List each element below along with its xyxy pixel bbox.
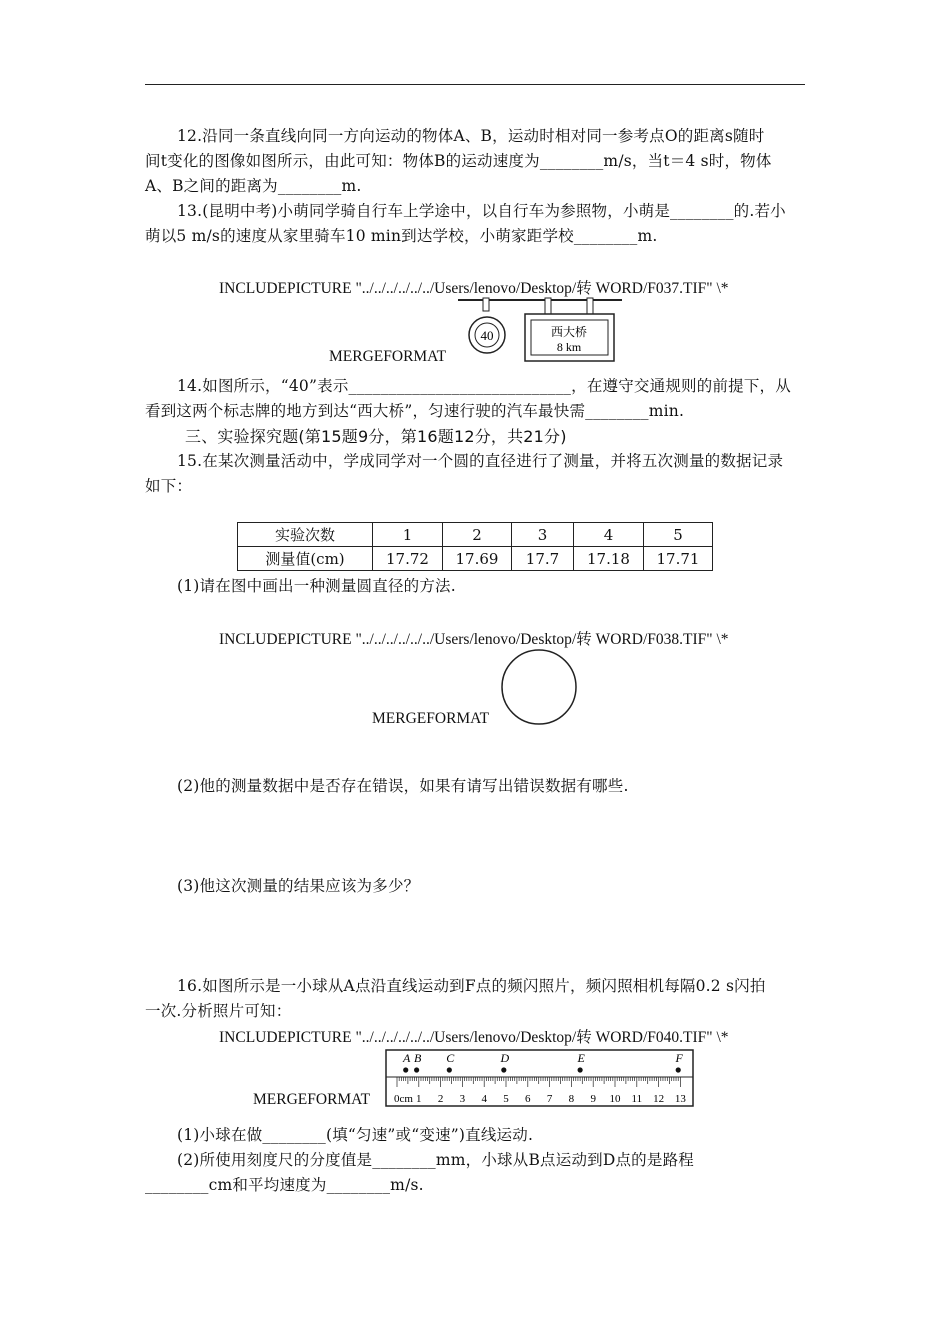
q16-sub-2-line-2: ________cm和平均速度为________m/s. (145, 1176, 424, 1194)
question-12 (145, 124, 807, 199)
ruler-label: 0cm (394, 1093, 413, 1105)
point-label-b: B (413, 1051, 422, 1065)
q16-line-1: 16.如图所示是一小球从A点沿直线运动到F点的频闪照片，频闪照相机每隔0.2 s闪拍 (177, 977, 766, 995)
measure-circle (502, 650, 576, 724)
q15-sub-3: (3)他这次测量的结果应该为多少？ (177, 877, 420, 895)
measurement-table (237, 522, 713, 571)
table-cell: 3 (512, 523, 574, 547)
point-label-e: E (577, 1051, 585, 1065)
place-sign-distance: 8 km (556, 340, 582, 354)
q16-sub-2 (145, 1148, 807, 1198)
q16-sub-2-line-1: (2)所使用刻度尺的分度值是________mm，小球从B点运动到D点的是路程 (177, 1151, 694, 1169)
q12-line-3: A、B之间的距离为________m. (145, 177, 362, 195)
ruler-label: 2 (437, 1093, 444, 1105)
ruler-label: 3 (459, 1093, 466, 1105)
ruler-label: 13 (674, 1093, 686, 1105)
question-16 (145, 974, 807, 1024)
table-cell: 测量值(cm) (238, 547, 373, 571)
point-label-a: A (403, 1051, 411, 1065)
table-header-row (238, 523, 713, 547)
q12-line-2: 间t变化的图像如图所示，由此可知：物体B的运动速度为________m/s，当t＝4 s时，物体 (145, 152, 772, 170)
fig37-include-field: INCLUDEPICTURE "../../../../../../Users/lenovo/Desktop/转 WORD/F037.TIF" \* (219, 280, 729, 297)
fig38-include-field: INCLUDEPICTURE "../../../../../../Users/lenovo/Desktop/转 WORD/F038.TIF" \* (219, 631, 729, 648)
ball-position-f (676, 1067, 681, 1072)
place-sign-name: 西大桥 (550, 325, 588, 339)
q13-line-2: 萌以5 m/s的速度从家里骑车10 min到达学校，小萌家距学校________m. (145, 227, 658, 245)
ruler-label: 10 (609, 1093, 621, 1105)
q12-line-1: 12.沿同一条直线向同一方向运动的物体A、B，运动时相对同一参考点O的距离s随时 (177, 127, 765, 145)
q14-line-1: 14.如图所示，“40”表示____________________________，在遵守交通规则的前提下，从 (177, 377, 791, 395)
table-cell: 17.72 (373, 547, 443, 571)
ball-position-e (578, 1067, 583, 1072)
ruler-figure (380, 1046, 700, 1108)
ball-position-b (414, 1067, 419, 1072)
table-cell: 17.7 (512, 547, 574, 571)
q13-line-1: 13.(昆明中考)小萌同学骑自行车上学途中，以自行车为参照物，小萌是________的.若小 (177, 202, 786, 220)
q15-line-1: 15.在某次测量活动中，学成同学对一个圆的直径进行了测量，并将五次测量的数据记录 (177, 452, 784, 470)
fig40-merge-field: MERGEFORMAT (253, 1091, 371, 1108)
table-cell: 1 (373, 523, 443, 547)
q16-sub-1: (1)小球在做________(填“匀速”或“变速”)直线运动. (177, 1126, 534, 1144)
question-15 (145, 449, 807, 499)
table-cell: 5 (644, 523, 713, 547)
ruler-label: 12 (653, 1093, 665, 1105)
ruler-label: 11 (631, 1093, 643, 1105)
ball-position-a (403, 1067, 408, 1072)
ruler-label: 7 (546, 1093, 553, 1105)
table-cell: 17.71 (644, 547, 713, 571)
table-cell: 17.18 (574, 547, 644, 571)
point-label-c: C (446, 1051, 455, 1065)
q15-line-2: 如下： (145, 477, 193, 495)
ruler-label: 8 (568, 1093, 575, 1105)
fig40-include-field: INCLUDEPICTURE "../../../../../../Users/lenovo/Desktop/转 WORD/F040.TIF" \* (219, 1029, 729, 1046)
fig38-merge-field: MERGEFORMAT (372, 710, 490, 727)
traffic-signs-figure (458, 296, 628, 366)
header-rule (145, 84, 805, 85)
ruler-label: 5 (503, 1093, 509, 1105)
point-label-d: D (500, 1051, 510, 1065)
table-cell: 17.69 (443, 547, 512, 571)
circle-figure (498, 648, 582, 728)
ball-position-c (447, 1067, 452, 1072)
table-cell: 4 (574, 523, 644, 547)
q15-sub-2: (2)他的测量数据中是否存在错误，如果有请写出错误数据有哪些. (177, 777, 629, 795)
speed-limit-value: 40 (480, 328, 494, 343)
ruler-label: 1 (416, 1093, 422, 1105)
ball-position-d (501, 1067, 506, 1072)
table-cell: 2 (443, 523, 512, 547)
speed-sign-clip (483, 298, 489, 311)
q15-sub-1: (1)请在图中画出一种测量圆直径的方法. (177, 577, 456, 595)
point-label-f: F (675, 1051, 683, 1065)
q16-line-2: 一次.分析照片可知： (145, 1002, 292, 1020)
question-13 (145, 199, 807, 249)
q14-line-2: 看到这两个标志牌的地方到达“西大桥”，匀速行驶的汽车最快需________min. (145, 402, 685, 420)
section-heading: 三、实验探究题(第15题9分，第16题12分，共21分) (185, 427, 567, 446)
ruler-label: 4 (481, 1093, 487, 1105)
fig37-merge-field: MERGEFORMAT (329, 348, 447, 365)
ruler-label: 6 (525, 1093, 531, 1105)
question-14 (145, 374, 807, 424)
table-data-row (238, 547, 713, 571)
ruler-label: 9 (590, 1093, 596, 1105)
table-cell: 实验次数 (238, 523, 373, 547)
